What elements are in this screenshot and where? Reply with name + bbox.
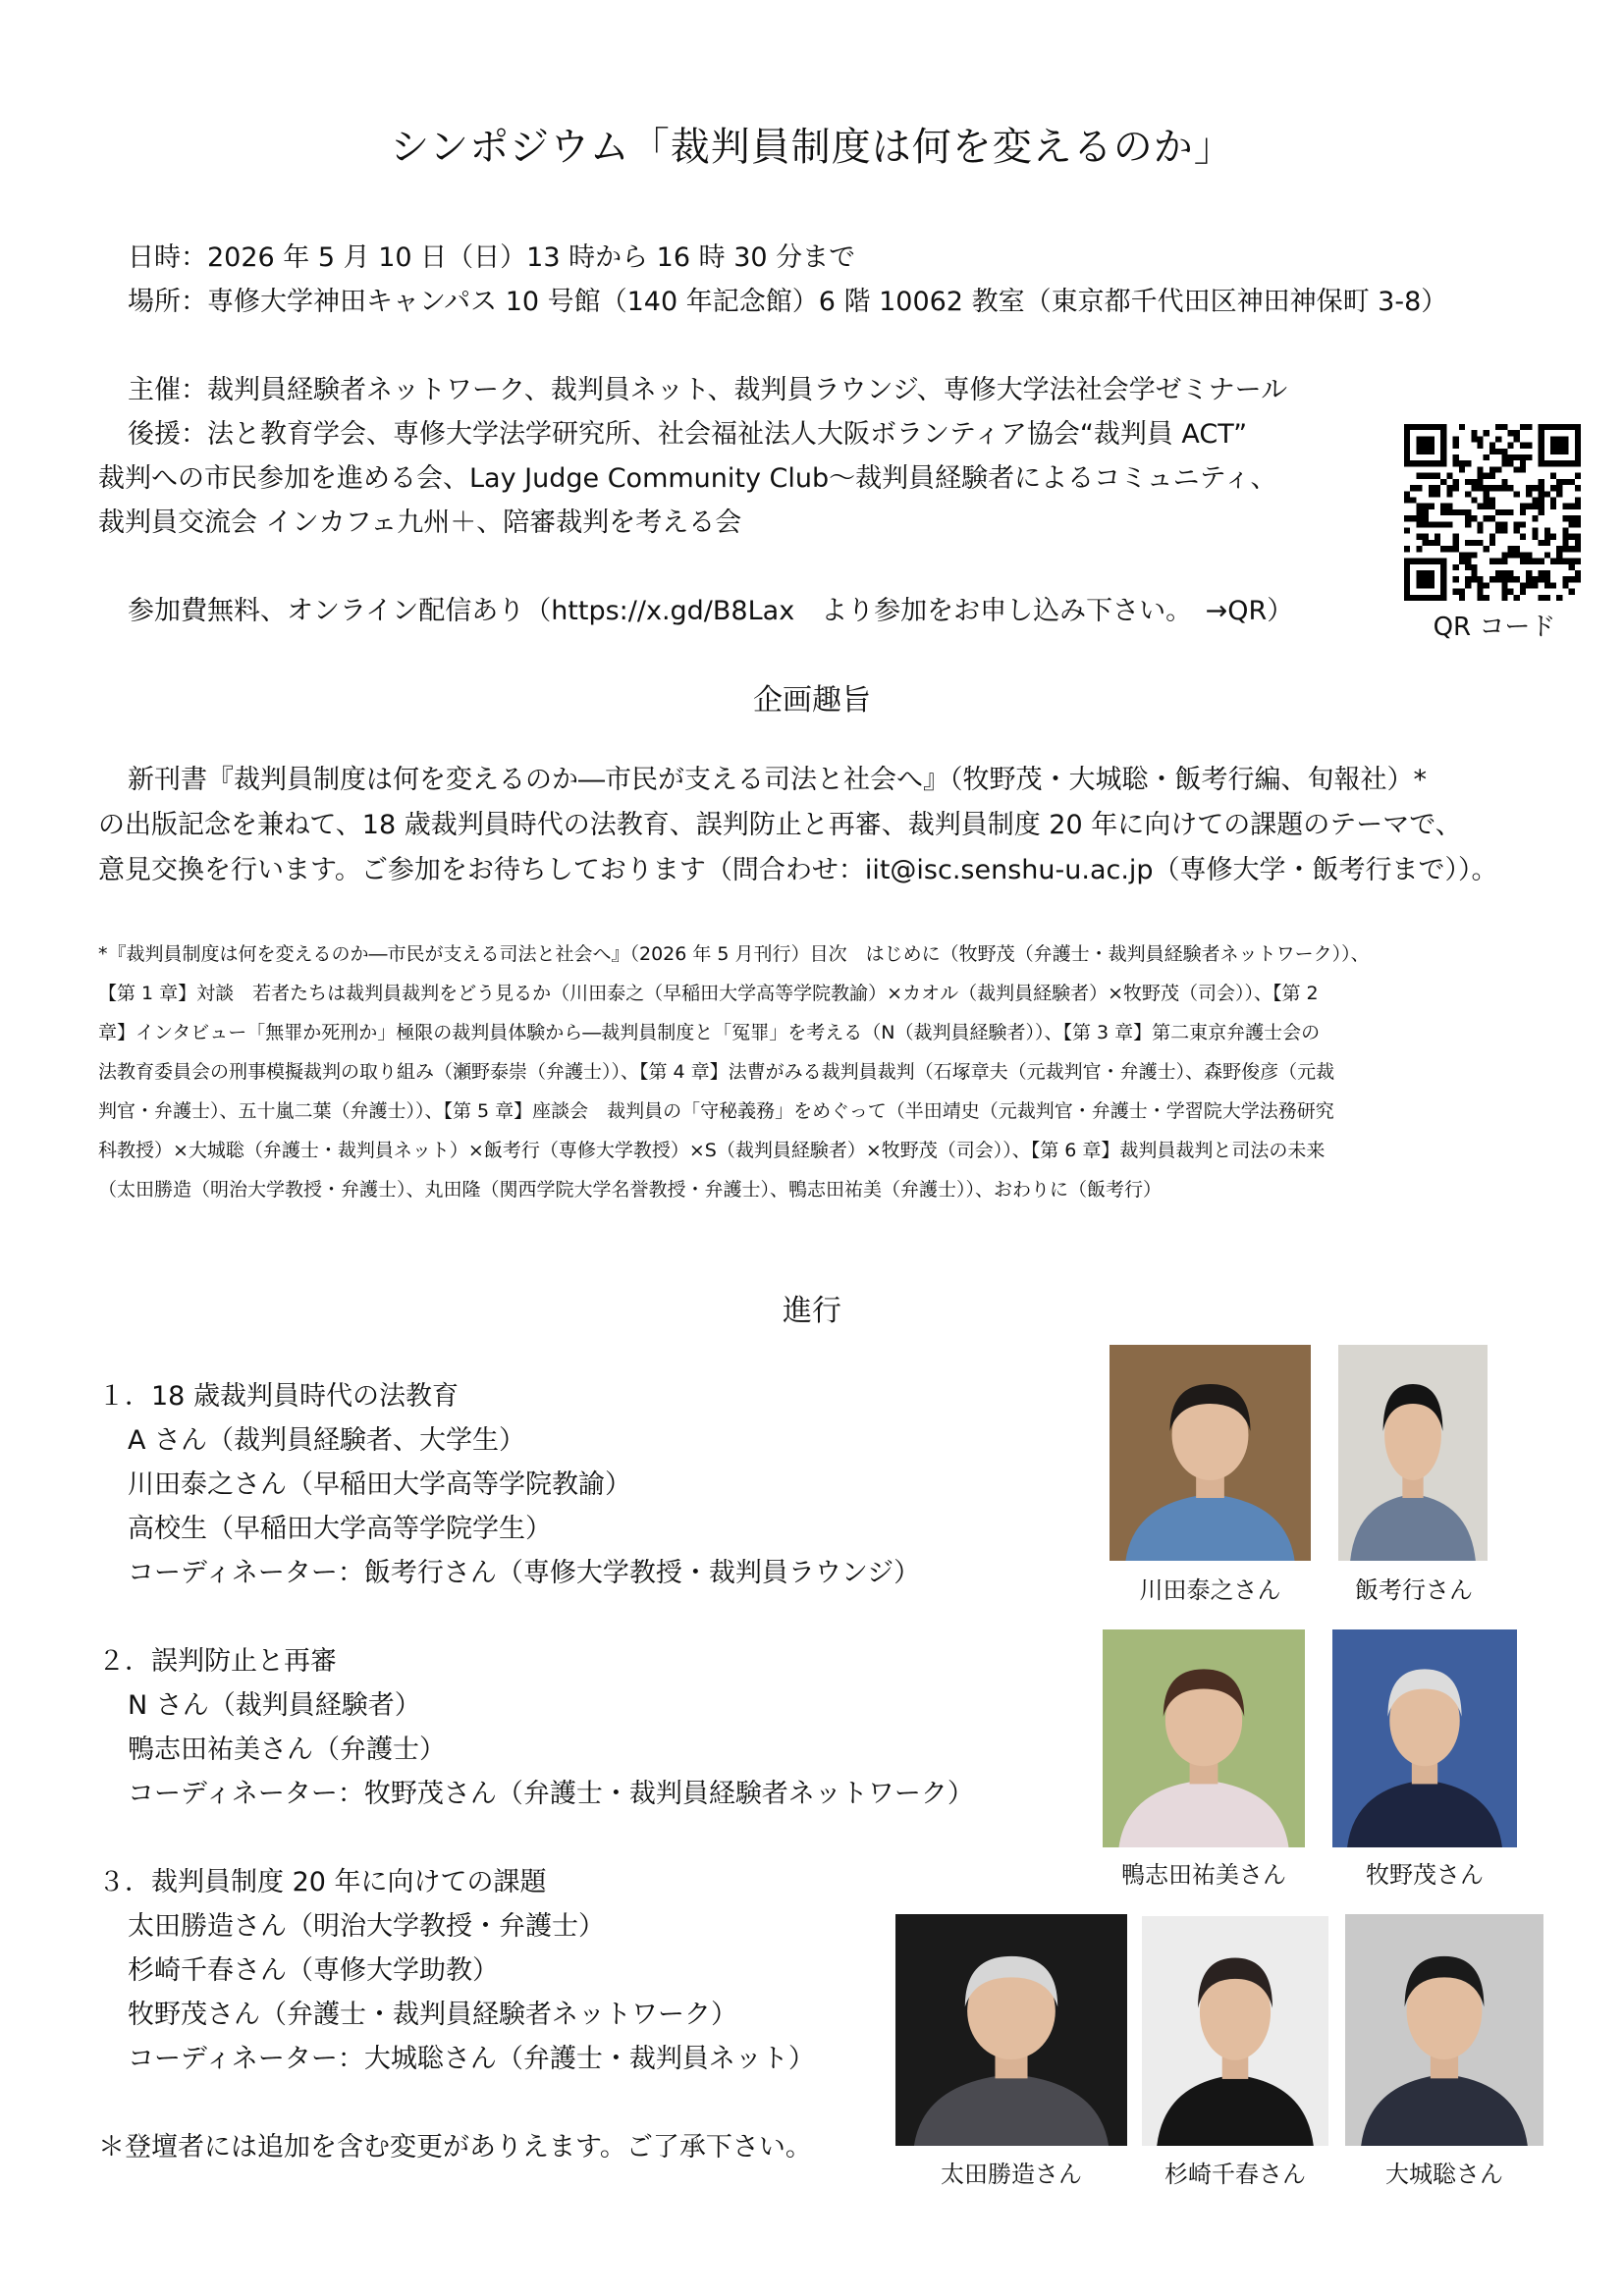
session-1-item: 川田泰之さん（早稲田大学高等学院教諭） (128, 1469, 631, 1500)
session-3-item: 牧野茂さん（弁護士・裁判員経験者ネットワーク） (128, 2000, 737, 2030)
session-1-title: １．18 歳裁判員時代の法教育 (98, 1381, 459, 1412)
purpose-line: 意見交換を行います。ご参加をお待ちしております（問合わせ：iit@isc.senshu-u.ac.jp（専修大学・飯考行まで））。 (98, 855, 1498, 885)
speaker-photo-kamoshida (1103, 1629, 1305, 1847)
toc-line: 章】インタビュー「無罪か死刑か」極限の裁判員体験から―裁判員制度と「冤罪」を考える（N（裁判員経験者））、【第 3 章】第二東京弁護士会の (98, 1022, 1321, 1043)
speaker-caption-kawada: 川田泰之さん (1139, 1576, 1281, 1604)
speaker-photo-kawada (1110, 1345, 1311, 1561)
qr-label: QR コード (1433, 613, 1556, 642)
purpose-text (98, 758, 1532, 893)
session-2-item: 鴨志田祐美さん（弁護士） (128, 1735, 446, 1765)
session-1-coordinator: コーディネーター：飯考行さん（専修大学教授・裁判員ラウンジ） (128, 1558, 921, 1588)
session-2-title: ２．誤判防止と再審 (98, 1646, 337, 1677)
toc-line: 【第 1 章】対談 若者たちは裁判員裁判をどう見るか（川田泰之（早稲田大学高等学院教諭）×カオル（裁判員経験者）×牧野茂（司会））、【第 2 (98, 983, 1319, 1004)
session-3-title: ３．裁判員制度 20 年に向けての課題 (98, 1867, 547, 1897)
page-title: シンポジウム「裁判員制度は何を変えるのか」 (390, 125, 1234, 170)
speaker-caption-sugisaki: 杉崎千春さん (1164, 2161, 1306, 2188)
event-supporters-3: 裁判員交流会 インカフェ九州＋、陪審裁判を考える会 (98, 507, 742, 538)
speaker-photo-makino (1332, 1629, 1517, 1847)
purpose-heading: 企画趣旨 (753, 683, 871, 718)
toc-line: 科教授）×大城聡（弁護士・裁判員ネット）×飯考行（専修大学教授）×S（裁判員経験者）×牧野茂（司会））、【第 6 章】裁判員裁判と司法の未来 (98, 1140, 1326, 1161)
speaker-caption-makino: 牧野茂さん (1366, 1861, 1484, 1889)
speaker-caption-kamoshida: 鴨志田祐美さん (1121, 1861, 1286, 1889)
qr-code[interactable] (1404, 424, 1581, 601)
table-of-contents-note (98, 934, 1532, 1209)
speaker-photo-ota (895, 1914, 1127, 2146)
speaker-caption-ii: 飯考行さん (1355, 1576, 1473, 1604)
speaker-caption-ota: 太田勝造さん (941, 2161, 1082, 2188)
registration-text[interactable]: 参加費無料、オンライン配信あり（https://x.gd/B8Lax より参加をお申し込み下さい。 →QR） (128, 596, 1294, 626)
speaker-photo-sugisaki (1142, 1916, 1328, 2146)
toc-line: （太田勝造（明治大学教授・弁護士）、丸田隆（関西学院大学名誉教授・弁護士）、鴨志田祐美（弁護士））、おわりに（飯考行） (98, 1179, 1163, 1201)
event-datetime: 日時：2026 年 5 月 10 日（日）13 時から 16 時 30 分まで (128, 242, 856, 273)
event-place: 場所：専修大学神田キャンパス 10 号館（140 年記念館）6 階 10062 教室（東京都千代田区神田神保町 3-8） (128, 287, 1448, 317)
change-notice: ＊登壇者には追加を含む変更がありえます。ご了承下さい。 (98, 2132, 812, 2163)
toc-line: 判官・弁護士）、五十嵐二葉（弁護士））、【第 5 章】座談会 裁判員の「守秘義務」をめぐって（半田靖史（元裁判官・弁護士・学習院大学法務研究 (98, 1100, 1334, 1122)
session-3-coordinator: コーディネーター：大城聡さん（弁護士・裁判員ネット） (128, 2044, 815, 2074)
program-heading: 進行 (783, 1294, 841, 1328)
purpose-line: の出版記念を兼ねて、18 歳裁判員時代の法教育、誤判防止と再審、裁判員制度 20 年に向けての課題のテーマで、 (98, 810, 1462, 840)
speaker-photo-ii (1338, 1345, 1488, 1561)
session-3-item: 太田勝造さん（明治大学教授・弁護士） (128, 1911, 605, 1942)
speaker-photo-oshiro (1345, 1914, 1543, 2146)
session-1-item: 高校生（早稲田大学高等学院学生） (128, 1514, 552, 1544)
toc-line: *『裁判員制度は何を変えるのか―市民が支える司法と社会へ』（2026 年 5 月刊行）目次 はじめに（牧野茂（弁護士・裁判員経験者ネットワーク））、 (98, 943, 1370, 965)
event-organizers: 主催：裁判員経験者ネットワーク、裁判員ネット、裁判員ラウンジ、専修大学法社会学ゼミナール (128, 375, 1288, 405)
event-supporters-1: 後援：法と教育学会、専修大学法学研究所、社会福祉法人大阪ボランティア協会“裁判員 ACT” (128, 419, 1248, 450)
toc-line: 法教育委員会の刑事模擬裁判の取り組み（瀬野泰崇（弁護士））、【第 4 章】法曹がみる裁判員裁判（石塚章夫（元裁判官・弁護士）、森野俊彦（元裁 (98, 1061, 1335, 1083)
speaker-caption-oshiro: 大城聡さん (1385, 2161, 1503, 2188)
session-2-item: N さん（裁判員経験者） (128, 1690, 421, 1721)
purpose-line: 新刊書『裁判員制度は何を変えるのか―市民が支える司法と社会へ』（牧野茂・大城聡・飯考行編、旬報社）* (128, 765, 1427, 795)
session-1-item: A さん（裁判員経験者、大学生） (128, 1425, 526, 1456)
session-2-coordinator: コーディネーター：牧野茂さん（弁護士・裁判員経験者ネットワーク） (128, 1779, 974, 1809)
session-3-item: 杉崎千春さん（専修大学助教） (128, 1955, 499, 1986)
event-supporters-2: 裁判への市民参加を進める会、Lay Judge Community Club〜裁判員経験者によるコミュニティ、 (98, 463, 1277, 494)
